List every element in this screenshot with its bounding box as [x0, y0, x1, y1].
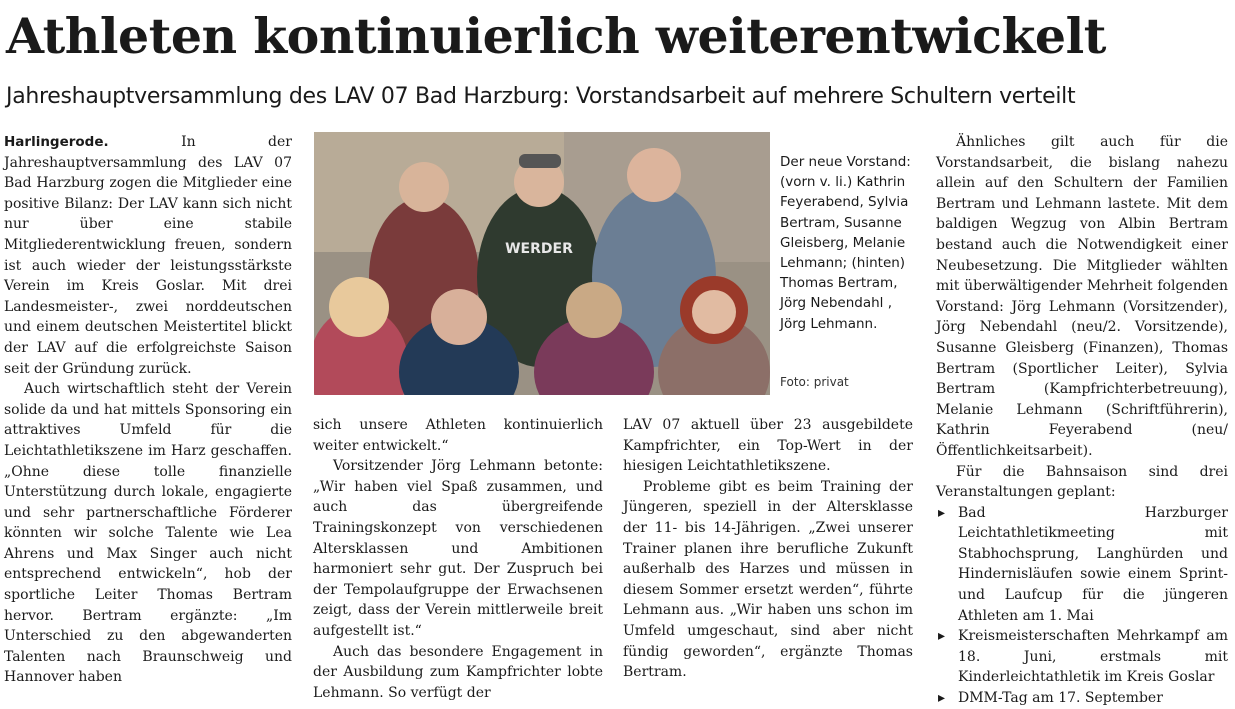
team-photo	[314, 132, 770, 395]
paragraph	[4, 132, 292, 379]
shirt-text: WERDER	[505, 241, 573, 257]
paragraph: Auch wirtschaftlich steht der Verein solide da und hat mittels Sponsoring ein attraktives Umfeld für die Leichtathletikszene im Harz geschaffen. „Ohne diese tolle finanzielle Unterstützung durch lokale, engagierte und sehr partnerschaftliche Förderer könnten wir solche Talente wie Lea Ahrens und Max Singer auch nicht entsprechend entwickeln“, hob der sportliche Leiter Thomas Bertram hervor. Bertram ergänzte: „Im Unterschied zu den abgewanderten Talenten nach Braunschweig und Hannover haben	[4, 381, 292, 686]
article-column-1	[4, 132, 292, 688]
article-column-2	[313, 415, 603, 703]
paragraph-text: In der Jahreshauptversammlung des LAV 07 Bad Harzburg zogen die Mitglieder eine positive Bilanz: Der LAV kann sich nicht nur über eine stabile Mitgliederentwicklung freuen, sondern ist auch wieder der leistungsstärkste Verein im Kreis Goslar. Mit drei Landesmeister-, zwei norddeutschen und einem deutschen Meistertitel blickt der LAV auf die erfolgreichste Saison seit der Gründung zurück.	[4, 134, 292, 377]
photo-credit: Foto: privat	[780, 375, 849, 389]
paragraph: Ähnliches gilt auch für die Vorstandsarbeit, die bislang nahezu allein auf den Schultern der Familien Bertram und Lehmann lastete. Mit dem baldigen Wegzug von Albin Bertram bestand auch die Notwendigkeit einer Neubesetzung. Die Mitglieder wählten mit überwältigender Mehrheit folgenden Vorstand: Jörg Lehmann (Vorsitzender), Jörg Nebendahl (neu/2. Vorsitzende), Susanne Gleisberg (Finanzen), Thomas Bertram (Sportlicher Leiter), Sylvia Bertram (Kampfrichterbetreuung), Melanie Lehmann (Schriftführerin), Kathrin Feyerabend (neu/Öffentlichkeitsarbeit).	[936, 134, 1228, 459]
event-list	[936, 503, 1228, 709]
photo-caption: Der neue Vorstand: (vorn v. li.) Kathrin Feyerabend, Sylvia Bertram, Susanne Gleisberg, Melanie Lehmann; (hinten) Thomas Bertram, Jörg Nebendahl , Jörg Lehmann.	[780, 154, 911, 332]
subheadline: Jahreshauptversammlung des LAV 07 Bad Harzburg: Vorstandsarbeit auf mehrere Schultern verteilt	[6, 84, 1076, 109]
paragraph: Für die Bahnsaison sind drei Veranstaltungen geplant:	[936, 463, 1228, 501]
paragraph: Probleme gibt es beim Training der Jüngeren, speziell in der Altersklasse der 11- bis 14-Jährigen. „Zwei unserer Trainer planen ihre berufliche Zukunft außerhalb des Harzes und müssen in diesem Sommer ersetzt werden“, führte Lehmann aus. „Wir haben uns schon im Umfeld umgeschaut, sind aber nicht fündig geworden“, ergänzte Thomas Bertram.	[623, 478, 913, 681]
paragraph: Vorsitzender Jörg Lehmann betonte: „Wir haben viel Spaß zusammen, und auch das übergreifende Trainingskonzept von verschiedenen Altersklassen und Ambitionen harmoniert sehr gut. Der Zuspruch bei der Tempolaufgruppe der Erwachsenen zeigt, dass der Verein mittlerweile breit aufgestellt ist.“	[313, 458, 603, 639]
event-item: ▸ DMM-Tag am 17. September	[936, 688, 1228, 709]
article-column-4	[936, 132, 1228, 709]
dateline: Harlingerode.	[4, 134, 109, 150]
headline: Athleten kontinuierlich weiterentwickelt	[6, 7, 1106, 65]
event-item: ▸ Kreismeisterschaften Mehrkampf am 18. Juni, erstmals mit Kinderleichtathletik im Kreis Goslar	[936, 626, 1228, 688]
paragraph: sich unsere Athleten kontinuierlich weiter entwickelt.“	[313, 417, 603, 454]
article-column-3	[623, 415, 913, 683]
event-item: ▸ Bad Harzburger Leichtathletikmeeting mit Stabhochsprung, Langhürden und Hindernisläufen sowie einem Sprint- und Laufcup für die jüngeren Athleten am 1. Mai	[936, 503, 1228, 627]
team-photo-image	[314, 132, 770, 395]
paragraph: LAV 07 aktuell über 23 ausgebildete Kampfrichter, ein Top-Wert in der hiesigen Leichtathletikszene.	[623, 417, 913, 475]
paragraph: Auch das besondere Engagement in der Ausbildung zum Kampfrichter lobte Lehmann. So verfügt der	[313, 643, 603, 701]
